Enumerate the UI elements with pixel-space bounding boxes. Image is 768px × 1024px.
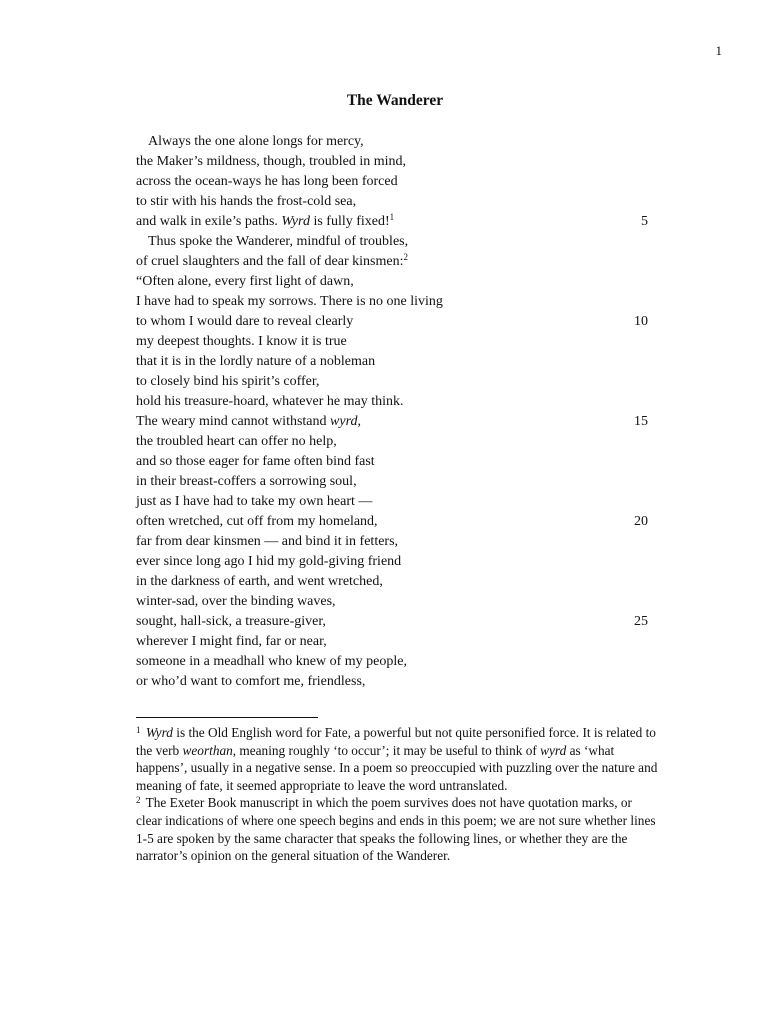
- poem-line: [136, 532, 398, 552]
- poem-line: [136, 392, 403, 412]
- poem-line-text: far from dear kinsmen — and bind it in fetters,: [136, 534, 399, 549]
- poem-line: [136, 192, 356, 212]
- poem-line-text: Always the one alone longs for mercy,: [148, 134, 364, 149]
- footnote-text: as ‘what happens’, usually in a negative sense. In a poem so preoccupied with puzzling over the nature and meaning of fate, it seemed appropriate to leave the word untranslated.: [136, 742, 658, 793]
- poem-line-emphasis: wyrd: [330, 414, 358, 429]
- poem-line-text: and so those eager for fame often bind fast: [136, 454, 375, 469]
- poem-line: [136, 412, 361, 432]
- poem-line-text: I have had to speak my sorrows. There is no one living: [136, 294, 443, 309]
- poem-line-text: my deepest thoughts. I know it is true: [136, 334, 347, 349]
- poem-line-text: hold his treasure-hoard, whatever he may think.: [136, 394, 404, 409]
- poem-line: [136, 212, 394, 232]
- footnote-number: 2: [136, 795, 141, 806]
- poem-line-text: sought, hall-sick, a treasure-giver,: [136, 614, 326, 629]
- poem-line-text: ever since long ago I hid my gold-giving friend: [136, 554, 402, 569]
- footnote-separator: [136, 717, 318, 718]
- line-number: 20: [634, 514, 648, 529]
- line-number: 5: [641, 214, 648, 229]
- poem-line-text: the Maker’s mildness, though, troubled in mind,: [136, 154, 406, 169]
- poem-line-text: winter-sad, over the binding waves,: [136, 594, 336, 609]
- page-number: 1: [715, 43, 722, 58]
- poem-line-text: and walk in exile’s paths.: [136, 214, 282, 229]
- footnote-text: , meaning roughly ‘to occur’; it may be useful to think of: [232, 742, 541, 758]
- footnote-emphasis: wyrd: [540, 742, 567, 758]
- poem-line: [136, 632, 327, 652]
- footnote-text: is the Old English word for Fate, a powerful but not quite personified force. It is related to the verb: [136, 725, 656, 758]
- footnote-number: 1: [136, 725, 141, 735]
- poem-title: The Wanderer: [346, 92, 444, 109]
- poem-line: [136, 432, 337, 452]
- footnote-1: [136, 724, 660, 794]
- poem-line-text: across the ocean-ways he has long been forced: [136, 174, 398, 189]
- poem-line-text: is fully fixed!: [309, 214, 390, 229]
- poem-line: [136, 172, 398, 192]
- poem-line: [136, 672, 365, 692]
- poem-line: [136, 492, 372, 512]
- poem-line-text: often wretched, cut off from my homeland,: [136, 514, 378, 529]
- poem-line: [136, 332, 347, 352]
- poem-line: [136, 292, 443, 312]
- poem-line-text: wherever I might find, far or near,: [136, 634, 327, 649]
- poem-line: [136, 552, 401, 572]
- poem-line-text: The weary mind cannot withstand: [136, 414, 331, 429]
- poem-line-text: the troubled heart can offer no help,: [136, 434, 337, 449]
- footnote-emphasis: weorthan: [182, 742, 233, 758]
- poem-line-emphasis: Wyrd: [281, 214, 310, 229]
- poem-line: [136, 512, 378, 532]
- poem-line: [148, 232, 408, 252]
- poem-line: [136, 152, 406, 172]
- poem-line: [136, 452, 375, 472]
- line-number: 10: [634, 314, 648, 329]
- line-number: 25: [634, 614, 648, 629]
- poem-line-text: of cruel slaughters and the fall of dear kinsmen:: [136, 254, 404, 269]
- poem-line-text: in their breast-coffers a sorrowing soul,: [136, 474, 357, 489]
- poem-line-text: Thus spoke the Wanderer, mindful of troubles,: [148, 234, 409, 249]
- poem-line-text: someone in a meadhall who knew of my people,: [136, 654, 407, 669]
- footnotes: [136, 724, 660, 865]
- poem-line-text: to closely bind his spirit’s coffer,: [136, 374, 320, 389]
- poem-line: [136, 252, 408, 272]
- poem-line: [136, 572, 383, 592]
- footnote-emphasis: Wyrd: [145, 725, 173, 740]
- poem-line: [148, 132, 364, 152]
- poem-line: [136, 592, 336, 612]
- poem-line: [136, 472, 357, 492]
- poem-line-text: in the darkness of earth, and went wretched,: [136, 574, 383, 589]
- line-number: 15: [634, 414, 648, 429]
- footnote-text: The Exeter Book manuscript in which the poem survives does not have quotation marks, or clear indications of where one speech begins and ends in this poem; we are not sure whether lines 1-5 are spoken by the same character that speaks the following lines, or whether they are the narrator’s opinion on the general situation of the Wanderer.: [136, 795, 656, 864]
- poem-line-text: to whom I would dare to reveal clearly: [136, 314, 354, 329]
- poem-line-text: just as I have had to take my own heart —: [136, 494, 373, 509]
- poem-line: [136, 652, 407, 672]
- poem-line: [136, 272, 354, 292]
- poem-line-text: ,: [357, 414, 361, 429]
- footnote-reference: 1: [389, 212, 395, 222]
- poem-line-text: or who’d want to comfort me, friendless,: [136, 674, 366, 689]
- poem-line-text: that it is in the lordly nature of a nobleman: [136, 354, 376, 369]
- poem-line-text: “Often alone, every first light of dawn,: [136, 274, 354, 289]
- footnote-2: [136, 794, 660, 864]
- poem-line: [136, 372, 320, 392]
- poem-line: [136, 312, 353, 332]
- poem-line: [136, 352, 375, 372]
- poem-line-text: to stir with his hands the frost-cold sea,: [136, 194, 357, 209]
- poem-line: [136, 612, 326, 632]
- footnote-reference: 2: [403, 252, 408, 262]
